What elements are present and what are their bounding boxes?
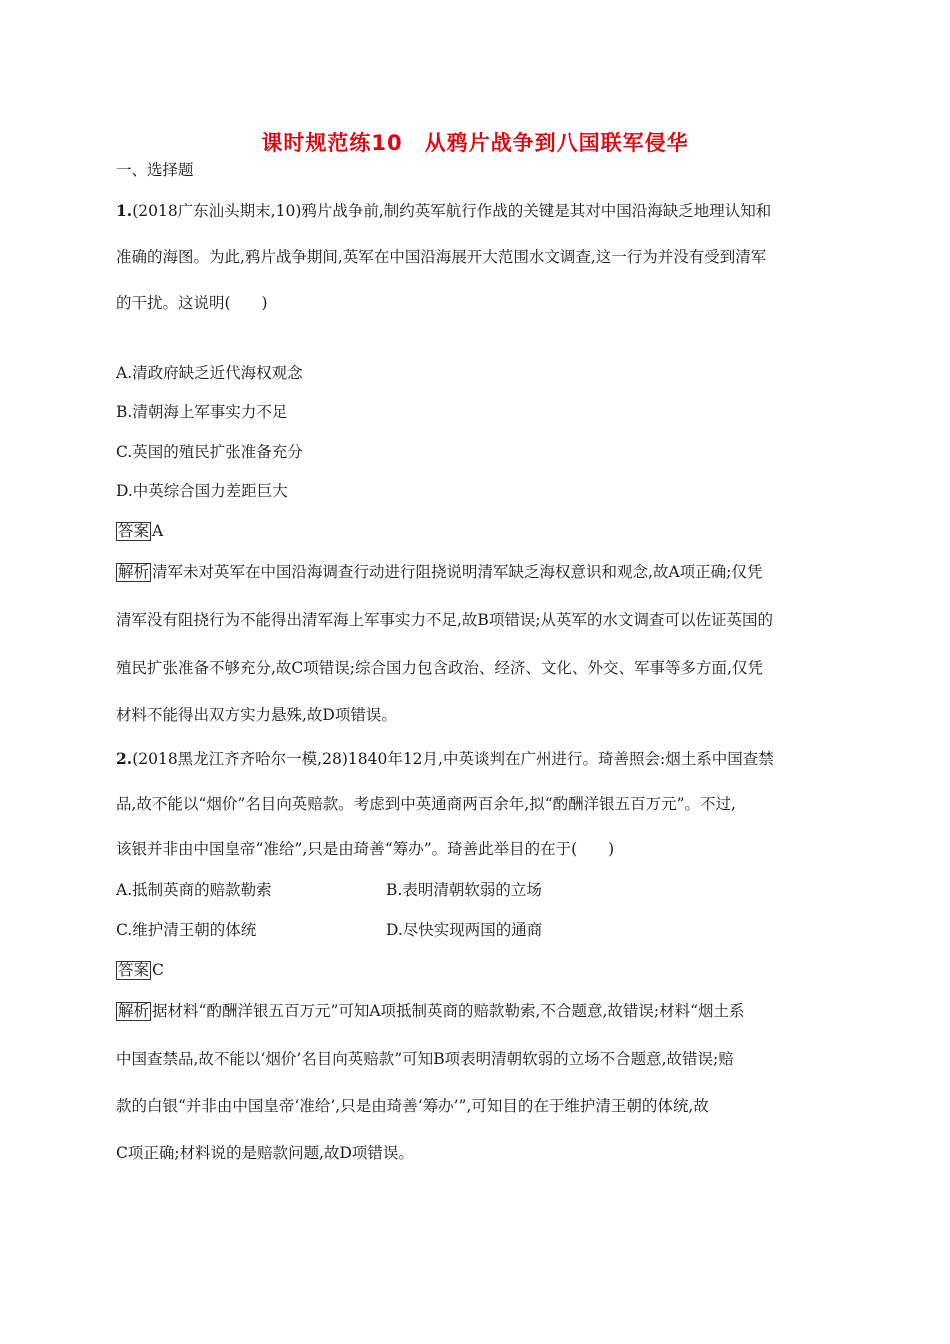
q1-analysis-line-2: 清军没有阻挠行为不能得出清军海上军事实力不足,故B项错误;从英军的水文调查可以佐证英国的 xyxy=(116,611,774,629)
q2-option-d: D.尽快实现两国的通商 xyxy=(386,921,543,939)
question-1-line-3: 的干扰。这说明( ) xyxy=(116,294,268,312)
question-number: 2. xyxy=(116,749,133,768)
q1-option-b: B.清朝海上军事实力不足 xyxy=(116,403,288,421)
q2-analysis-line-2: 中国查禁品,故不能以‘烟价’名目向英赔款”可知B项表明清朝软弱的立场不合题意,故错误;赔 xyxy=(116,1050,734,1068)
analysis-tag: 解析 xyxy=(118,1002,150,1020)
question-1-line-2: 准确的海图。为此,鸦片战争期间,英军在中国沿海展开大范围水文调查,这一行为并没有受到清军 xyxy=(116,248,767,266)
page-title: 课时规范练10 从鸦片战争到八国联军侵华 xyxy=(261,131,689,155)
q1-option-d: D.中英综合国力差距巨大 xyxy=(116,482,288,500)
question-number: 1. xyxy=(116,201,133,220)
question-2-line-1: 2.(2018黑龙江齐齐哈尔一模,28)1840年12月,中英谈判在广州进行。琦善照会:烟土系中国查禁 xyxy=(116,749,774,768)
q2-option-c: C.维护清王朝的体统 xyxy=(116,921,257,939)
q2-option-b: B.表明清朝软弱的立场 xyxy=(386,881,542,899)
q1-analysis-line-1: 解析 清军未对英军在中国沿海调查行动进行阻挠说明清军缺乏海权意识和观念,故A项正确;仅凭 xyxy=(118,563,763,581)
answer-value: A xyxy=(152,522,164,540)
q1-option-c: C.英国的殖民扩张准备充分 xyxy=(116,443,303,461)
answer-tag: 答案 xyxy=(118,961,150,979)
q1-option-a: A.清政府缺乏近代海权观念 xyxy=(116,364,303,382)
answer-value: C xyxy=(152,961,164,979)
q2-analysis-line-4: C项正确;材料说的是赔款问题,故D项错误。 xyxy=(116,1144,414,1162)
q1-analysis-line-3: 殖民扩张准备不够充分,故C项错误;综合国力包含政治、经济、文化、外交、军事等多方面,仅凭 xyxy=(116,659,763,677)
q1-analysis-line-4: 材料不能得出双方实力悬殊,故D项错误。 xyxy=(116,706,397,724)
q1-answer xyxy=(116,521,163,541)
question-2-line-3: 该银并非由中国皇帝“准给”,只是由琦善“筹办”。琦善此举目的在于( ) xyxy=(116,840,615,858)
answer-tag: 答案 xyxy=(118,522,150,540)
section-heading: 一、选择题 xyxy=(116,161,194,179)
q2-option-a: A.抵制英商的赔款勒索 xyxy=(116,881,272,899)
q2-analysis-line-3: 款的白银“并非由中国皇帝‘准给’,只是由琦善‘筹办’”,可知目的在于维护清王朝的体统,故 xyxy=(116,1097,709,1115)
q2-analysis-line-1: 解析 据材料“酌酬洋银五百万元”可知A项抵制英商的赔款勒索,不合题意,故错误;材料“烟土系 xyxy=(118,1002,745,1020)
question-1-line-1: 1.(2018广东汕头期末,10)鸦片战争前,制约英军航行作战的关键是其对中国沿海缺乏地理认知和 xyxy=(116,201,772,220)
q2-answer xyxy=(116,960,164,980)
question-2-line-2: 品,故不能以“烟价”名目向英赔款。考虑到中英通商两百余年,拟“酌酬洋银五百万元”。不过, xyxy=(116,795,736,813)
analysis-tag: 解析 xyxy=(118,563,150,581)
